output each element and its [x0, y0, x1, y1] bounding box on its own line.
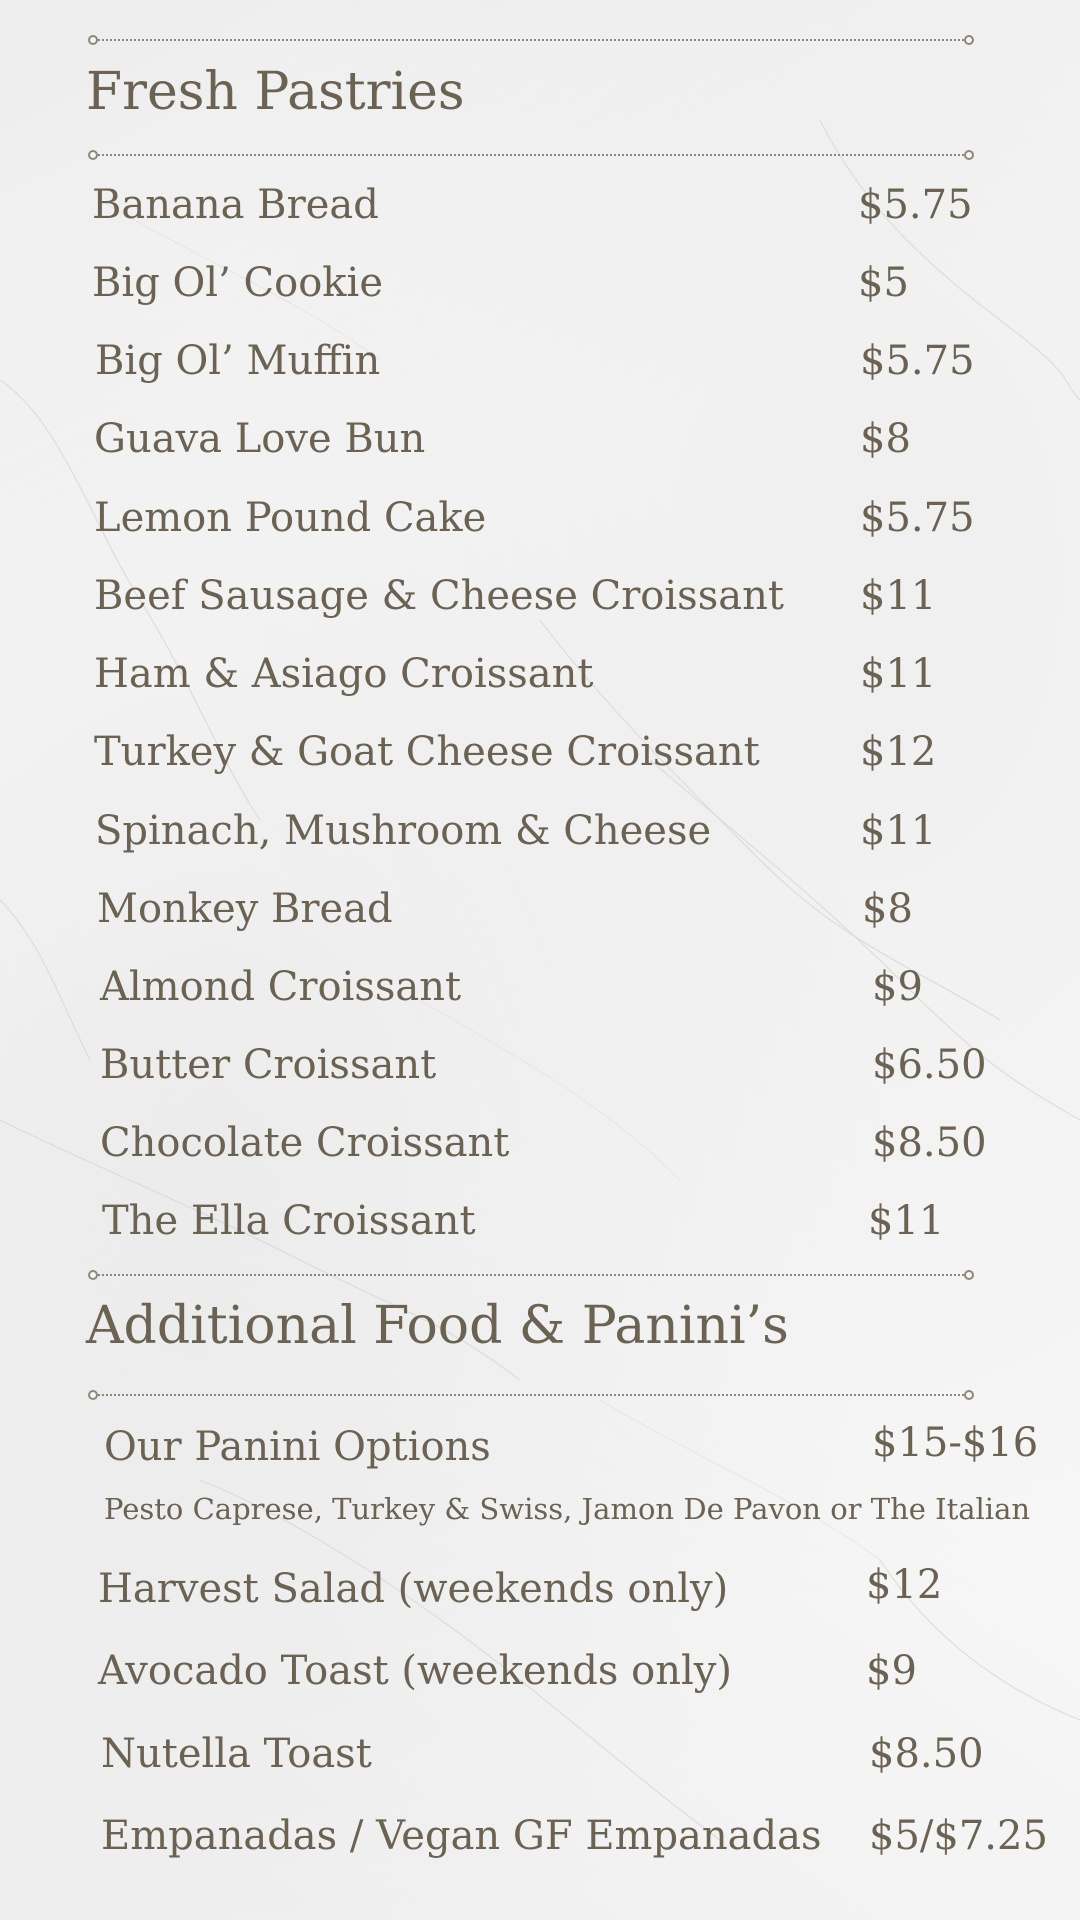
menu-item-name: The Ella Croissant: [102, 1198, 476, 1244]
menu-item-name: Lemon Pound Cake: [94, 495, 487, 541]
menu-item-price: $11: [860, 651, 937, 697]
menu-item-name: Big Ol’ Cookie: [92, 260, 383, 306]
menu-item-price: $12: [866, 1562, 943, 1608]
menu-item-name: Avocado Toast (weekends only): [98, 1648, 732, 1694]
divider-knob-left: [88, 1390, 98, 1400]
divider-knob-right: [964, 1390, 974, 1400]
menu-item-name: Banana Bread: [92, 182, 379, 228]
menu-item-name: Chocolate Croissant: [100, 1120, 510, 1166]
menu-item-price: $5: [858, 260, 909, 306]
menu-item-price: $11: [860, 808, 937, 854]
menu-item-name: Big Ol’ Muffin: [95, 338, 381, 384]
section-divider-top: [88, 1270, 974, 1280]
menu-item-note: Pesto Caprese, Turkey & Swiss, Jamon De Pavon or The Italian: [104, 1492, 1031, 1526]
divider-knob-left: [88, 35, 98, 45]
menu-item-price: $8: [860, 416, 911, 462]
section-divider-under-title: [88, 1390, 974, 1400]
menu-item-price: $8: [862, 886, 913, 932]
section-title-additional-food: Additional Food & Panini’s: [86, 1296, 789, 1356]
menu-item-name: Monkey Bread: [97, 886, 393, 932]
menu-item-price: $8.50: [869, 1731, 984, 1777]
section-title-pastries: Fresh Pastries: [86, 62, 465, 122]
menu-item-price: $8.50: [872, 1120, 987, 1166]
menu-item-name: Ham & Asiago Croissant: [94, 651, 594, 697]
menu-item-name: Nutella Toast: [101, 1731, 372, 1777]
menu-item-price: $12: [860, 729, 937, 775]
menu-item-name: Empanadas / Vegan GF Empanadas: [101, 1813, 822, 1859]
section-divider-top: [88, 35, 974, 45]
menu-item-name: Turkey & Goat Cheese Croissant: [94, 729, 760, 775]
menu-item-price: $15-$16: [872, 1420, 1039, 1466]
menu-item-name: Almond Croissant: [100, 964, 462, 1010]
menu-item-price: $6.50: [872, 1042, 987, 1088]
menu-item-price: $11: [868, 1198, 945, 1244]
divider-knob-right: [964, 35, 974, 45]
divider-knob-left: [88, 1270, 98, 1280]
menu-item-name: Butter Croissant: [100, 1042, 437, 1088]
menu-item-price: $9: [866, 1648, 917, 1694]
divider-knob-right: [964, 1270, 974, 1280]
menu-item-price: $5.75: [860, 338, 975, 384]
divider-knob-right: [964, 150, 974, 160]
menu-item-price: $5.75: [858, 182, 973, 228]
menu-item-name: Harvest Salad (weekends only): [98, 1566, 729, 1612]
menu-item-price: $5.75: [860, 495, 975, 541]
menu-item-price: $5/$7.25: [869, 1813, 1048, 1859]
divider-knob-left: [88, 150, 98, 160]
menu-item-name: Guava Love Bun: [94, 416, 426, 462]
menu-item-price: $9: [872, 964, 923, 1010]
section-divider-under-title: [88, 150, 974, 160]
menu-item-name: Our Panini Options: [104, 1424, 491, 1470]
menu-item-name: Spinach, Mushroom & Cheese: [95, 808, 712, 854]
menu-item-name: Beef Sausage & Cheese Croissant: [94, 573, 784, 619]
menu-item-price: $11: [860, 573, 937, 619]
